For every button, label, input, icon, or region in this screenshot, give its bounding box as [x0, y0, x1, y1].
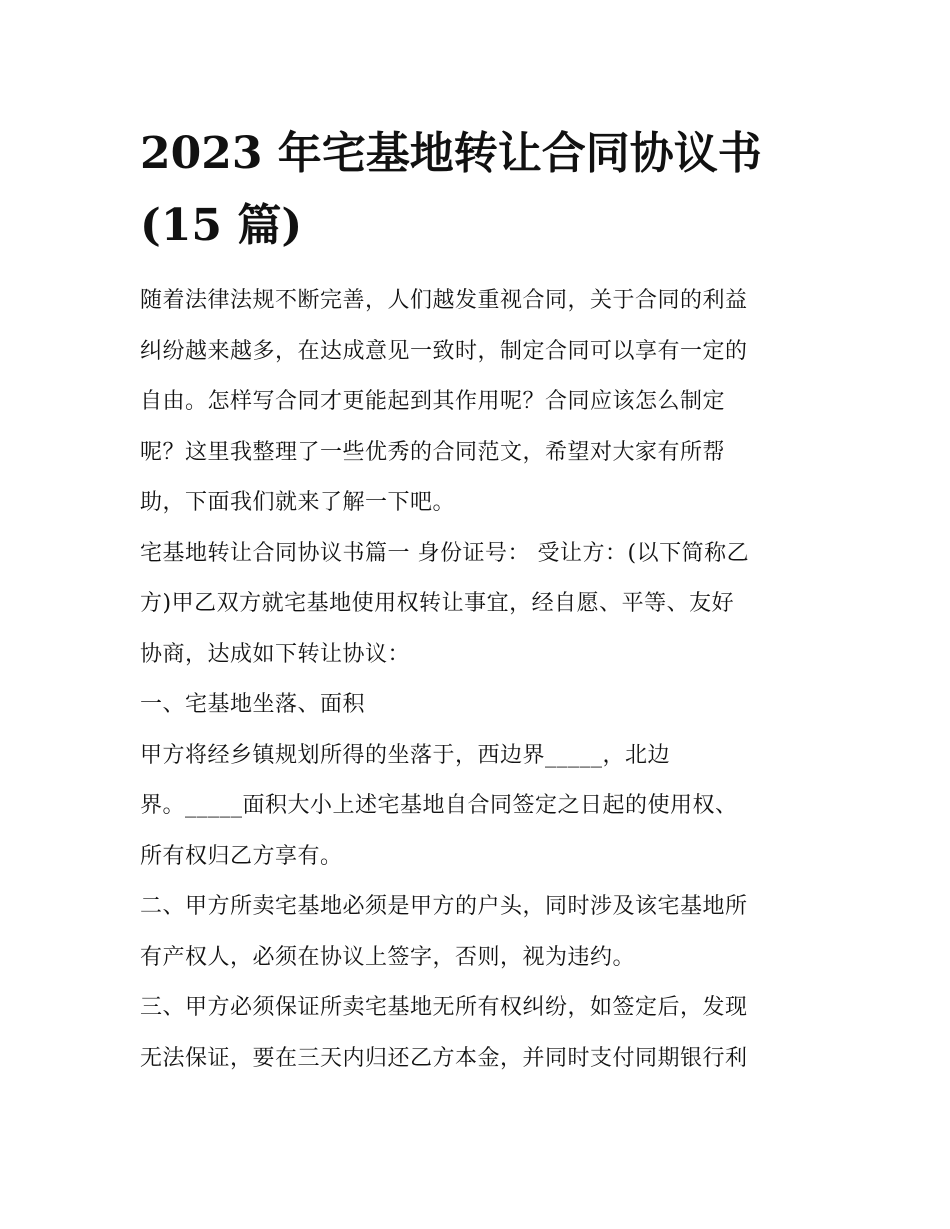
text-line: 无法保证，要在三天内归还乙方本金，并同时支付同期银行利 — [140, 1045, 748, 1071]
text-line: 二、甲方所卖宅基地必须是甲方的户头，同时涉及该宅基地所 — [140, 894, 748, 919]
document-body — [140, 276, 812, 1084]
title-line: (15 篇) — [140, 200, 303, 251]
text-line: 自由。怎样写合同才更能起到其作用呢？合同应该怎么制定 — [140, 389, 726, 414]
text-line: 有产权人，必须在协议上签字，否则，视为违约。 — [140, 944, 636, 970]
text-line: 随着法律法规不断完善，人们越发重视合同，关于合同的利益 — [140, 288, 748, 313]
text-line: 三、甲方必须保证所卖宅基地无所有权纠纷，如签定后，发现 — [140, 995, 748, 1020]
text-line: 纠纷越来越多，在达成意见一致时，制定合同可以享有一定的 — [140, 338, 748, 364]
paragraph-clause-two — [140, 882, 812, 983]
text-line: 所有权归乙方享有。 — [140, 843, 343, 869]
text-line: 一、宅基地坐落、面积 — [140, 692, 366, 717]
paragraph-intro — [140, 276, 812, 529]
document-title — [140, 118, 812, 262]
text-line: 方)甲乙双方就宅基地使用权转让事宜，经自愿、平等、友好 — [140, 591, 735, 616]
paragraph-clause-three — [140, 983, 812, 1084]
document-content — [140, 118, 812, 1084]
section-heading-location-area — [140, 680, 812, 731]
paragraph-boundaries — [140, 731, 812, 883]
text-line: 宅基地转让合同协议书篇一 身份证号： 受让方：(以下简称乙 — [140, 540, 750, 566]
text-line: 界。_____面积大小上述宅基地自合同签定之日起的使用权、 — [140, 793, 738, 818]
text-line: 助，下面我们就来了解一下吧。 — [140, 490, 456, 515]
title-line: 2023 年宅基地转让合同协议书 — [140, 128, 762, 179]
paragraph-article-one — [140, 529, 812, 681]
text-line: 甲方将经乡镇规划所得的坐落于，西边界_____，北边 — [140, 742, 671, 768]
text-line: 呢？这里我整理了一些优秀的合同范文，希望对大家有所帮 — [140, 439, 726, 465]
text-line: 协商，达成如下转让协议： — [140, 641, 411, 667]
